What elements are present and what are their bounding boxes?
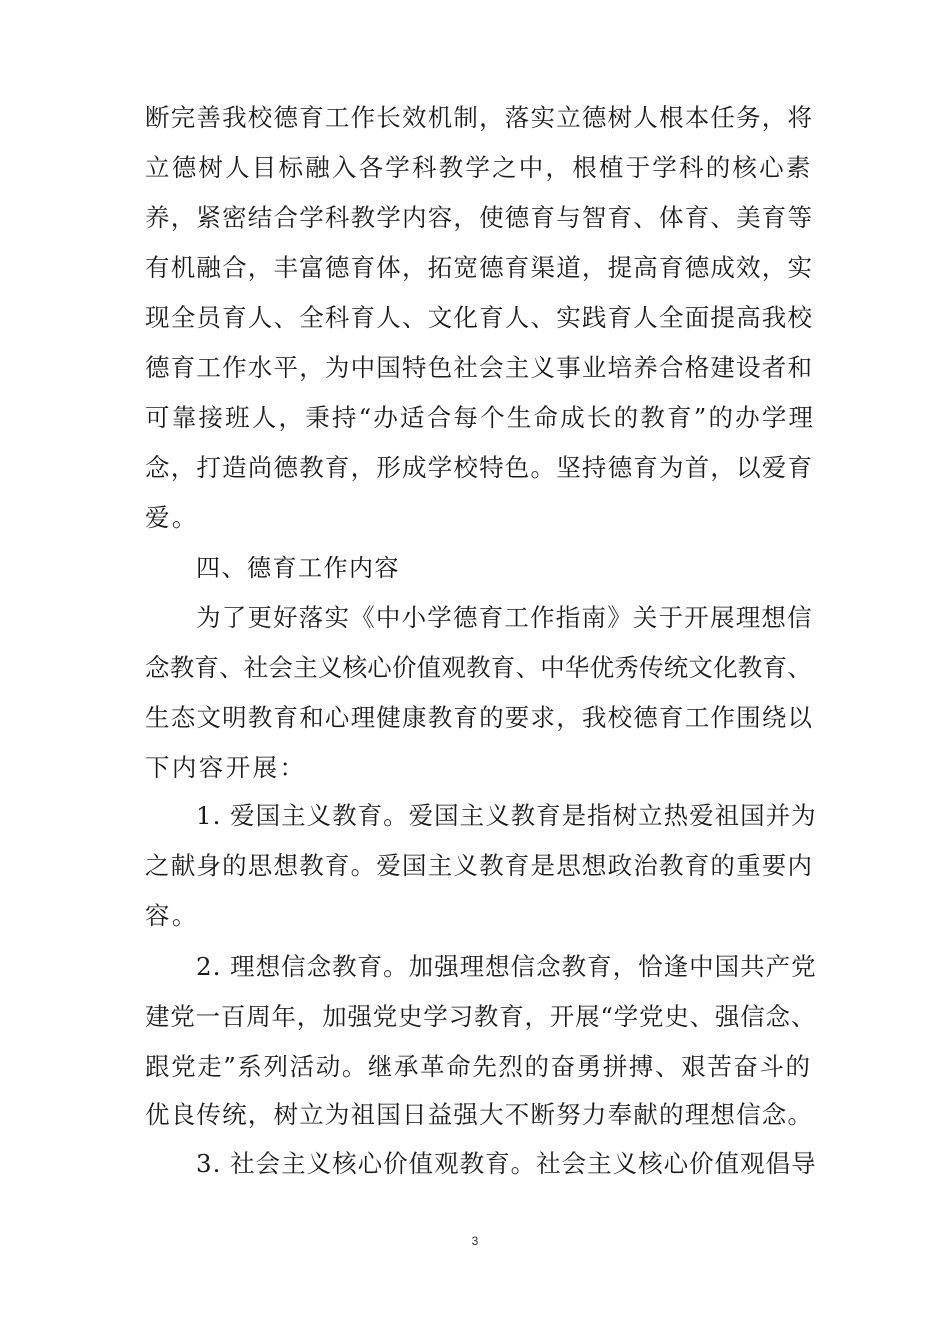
list-item-line: 1. 爱国主义教育。爱国主义教育是指树立热爱祖国并为: [196, 801, 817, 830]
paragraph-line: 优良传统，树立为祖国日益强大不断努力奉献的理想信念。: [145, 1100, 814, 1129]
paragraph-line: 容。: [145, 901, 199, 930]
paragraph-line: 断完善我校德育工作长效机制，落实立德树人根本任务，将: [145, 103, 814, 132]
list-item-line: 2. 理想信念教育。加强理想信念教育，恰逢中国共产党: [196, 952, 817, 981]
list-item-line: 3. 社会主义核心价值观教育。社会主义核心价值观倡导: [196, 1149, 817, 1178]
paragraph-line: 建党一百周年，加强党史学习教育，开展“学党史、强信念、: [145, 1002, 817, 1031]
paragraph-line: 可靠接班人，秉持“办适合每个生命成长的教育”的办学理: [145, 403, 816, 432]
paragraph-line: 有机融合，丰富德育体，拓宽德育渠道，提高育德成效，实: [145, 253, 814, 282]
paragraph-line: 念，打造尚德教育，形成学校特色。坚持德育为首，以爱育: [145, 453, 814, 482]
section-heading: 四、德育工作内容: [196, 554, 400, 582]
paragraph-line: 现全员育人、全科育人、文化育人、实践育人全面提高我校: [145, 303, 814, 332]
paragraph-line: 生态文明教育和心理健康教育的要求，我校德育工作围绕以: [145, 703, 814, 732]
paragraph-line: 跟党走”系列活动。继承革命先烈的奋勇拼搏、艰苦奋斗的: [145, 1052, 812, 1081]
paragraph-line: 立德树人目标融入各学科教学之中，根植于学科的核心素: [145, 153, 813, 182]
paragraph-line: 养，紧密结合学科教学内容，使德育与智育、体育、美育等: [145, 203, 814, 232]
page-number: 3: [471, 1234, 479, 1248]
paragraph-line: 德育工作水平，为中国特色社会主义事业培养合格建设者和: [145, 353, 814, 382]
paragraph-line: 为了更好落实《中小学德育工作指南》关于开展理想信: [196, 603, 813, 632]
paragraph-line: 下内容开展：: [145, 753, 307, 782]
paragraph-line: 之献身的思想教育。爱国主义教育是思想政治教育的重要内: [145, 851, 814, 880]
paragraph-line: 爱。: [145, 503, 199, 532]
paragraph-line: 念教育、社会主义核心价值观教育、中华优秀传统文化教育、: [145, 653, 812, 682]
